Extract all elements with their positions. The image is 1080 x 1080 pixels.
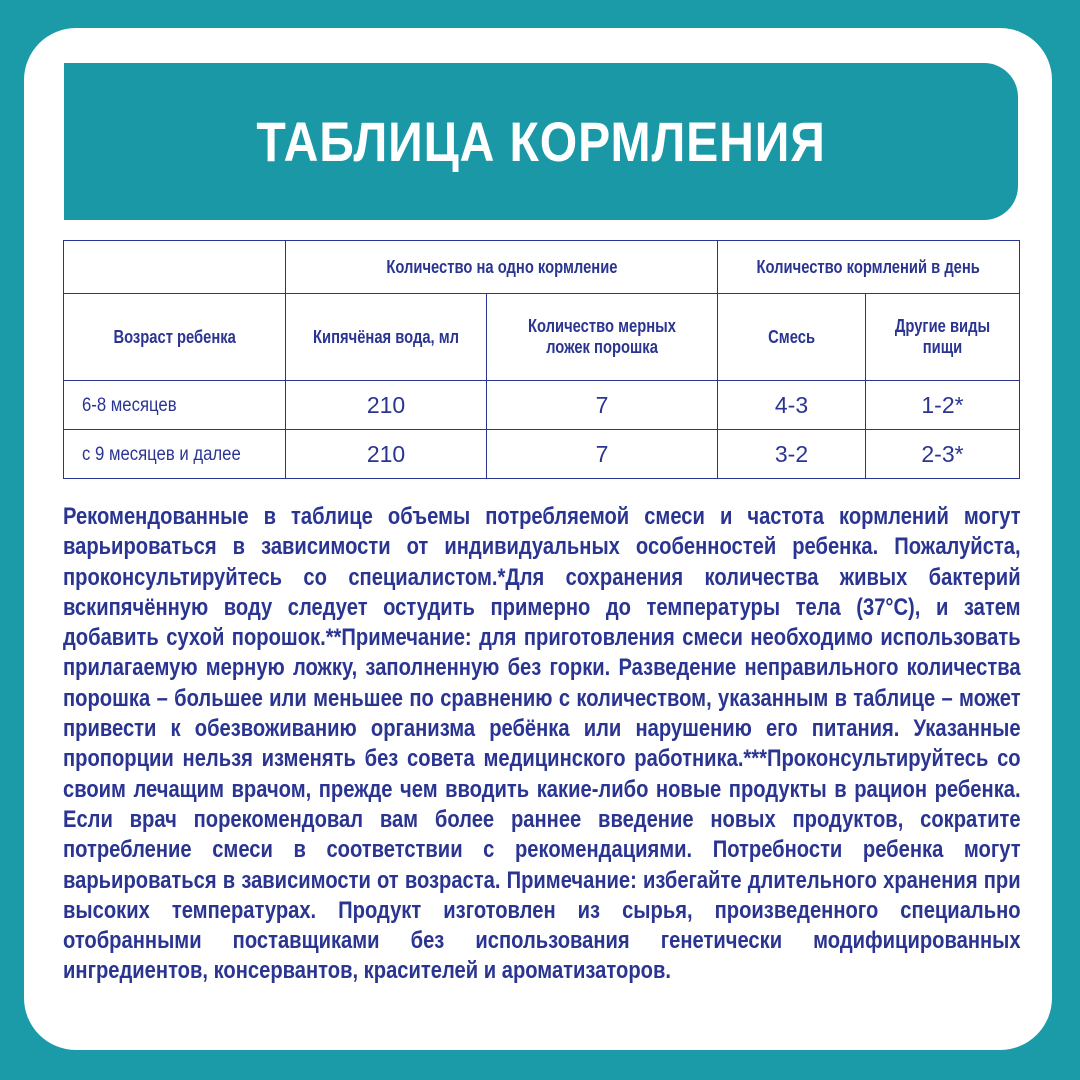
- cell-other-food: 1-2*: [866, 381, 1020, 430]
- cell-formula: 3-2: [718, 430, 866, 479]
- cell-formula: 4-3: [718, 381, 866, 430]
- table-row: [64, 430, 1020, 479]
- table-row: [64, 381, 1020, 430]
- notes-paragraph: Рекомендованные в таблице объемы потребляемой смеси и частота кормлений могут варьироваться в зависимости от индивидуальных особенностей ребенка. Пожалуйста, проконсультируйтесь со специалистом.*Для сохранения количества живых бактерий вскипячённую воду следует остудить примерно до температуры тела (37°С), и затем добавить сухой порошок.**Примечание: для приготовления смеси необходимо использовать прилагаемую мерную ложку, заполненную без горки. Разведение неправильного количества порошка – большее или меньшее по сравнению с количеством, указанным в таблице – может привести к обезвоживанию организма ребёнка или нарушению его питания. Указанные пропорции нельзя изменять без совета медицинского работника.***Проконсультируйтесь со своим лечащим врачом, прежде чем вводить какие-либо новые продукты в рацион ребенка. Если врач порекомендовал вам более раннее введение новых продуктов, сократите потребление смеси в соответствии с рекомендациями. Потребности ребенка могут варьироваться в зависимости от возраста. Примечание: избегайте длительного хранения при высоких температурах. Продукт изготовлен из сырья, произведенного специально отобранными поставщиками без использования генетически модифицированных ингредиентов, консервантов, красителей и ароматизаторов.: [63, 503, 1021, 985]
- column-header-age: Возраст ребенка: [64, 294, 286, 381]
- group-header-per-feeding: Количество на одно кормление: [286, 241, 718, 294]
- column-header-water: Кипячёная вода, мл: [286, 294, 487, 381]
- cell-age: 6-8 месяцев: [64, 381, 286, 430]
- page-title: ТАБЛИЦА КОРМЛЕНИЯ: [256, 110, 826, 173]
- cell-water: 210: [286, 430, 487, 479]
- column-header-spoons: Количество мерных ложек порошка: [487, 294, 718, 381]
- table-group-header-row: [64, 241, 1020, 294]
- column-header-formula: Смесь: [718, 294, 866, 381]
- title-banner: [64, 63, 1018, 220]
- table-column-header-row: [64, 294, 1020, 381]
- cell-other-food: 2-3*: [866, 430, 1020, 479]
- feeding-table: [63, 240, 1020, 479]
- cell-spoons: 7: [487, 430, 718, 479]
- cell-age: с 9 месяцев и далее: [64, 430, 286, 479]
- table-corner-cell: [64, 241, 286, 294]
- cell-water: 210: [286, 381, 487, 430]
- group-header-feedings-per-day: Количество кормлений в день: [718, 241, 1020, 294]
- cell-spoons: 7: [487, 381, 718, 430]
- content-card: [24, 28, 1052, 1050]
- column-header-other-food: Другие виды пищи: [866, 294, 1020, 381]
